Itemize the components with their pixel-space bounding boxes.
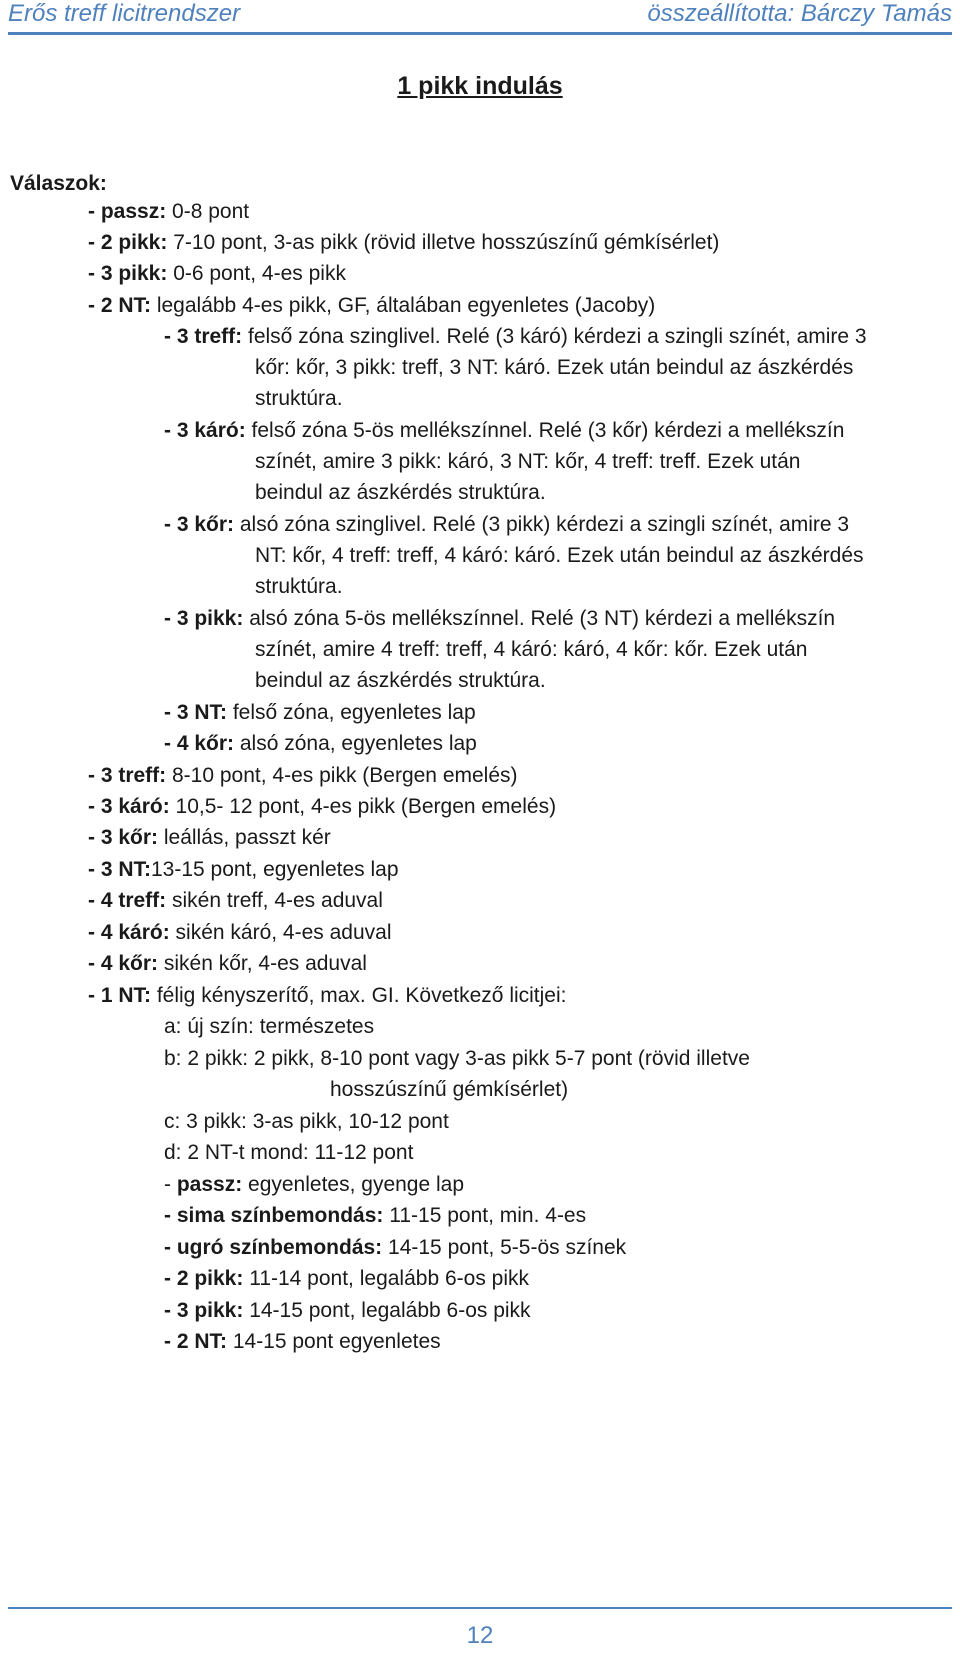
- bid-label: - 3 kőr:: [164, 513, 235, 536]
- bid-label: - 3 kőr:: [88, 826, 159, 849]
- bid-description: 14-15 pont egyenletes: [227, 1330, 441, 1353]
- bid-description: 10,5- 12 pont, 4-es pikk (Bergen emelés): [169, 795, 557, 818]
- bid-description: sikén káró, 4-es aduval: [169, 921, 392, 944]
- list-item: [164, 1044, 750, 1074]
- bid-description: 14-15 pont, 5-5-ös színek: [382, 1236, 627, 1259]
- bid-description: 14-15 pont, legalább 6-os pikk: [243, 1299, 531, 1322]
- list-item: [88, 823, 331, 853]
- bid-description: színét, amire 3 pikk: káró, 3 NT: kőr, 4 treff: treff. Ezek után: [255, 450, 801, 473]
- bid-description: hosszúszínű gémkísérlet): [330, 1078, 569, 1101]
- bid-label: - 4 káró:: [88, 921, 170, 944]
- bid-label: - ugró színbemondás:: [164, 1236, 383, 1259]
- bid-label: - 3 NT:: [88, 858, 151, 881]
- bid-label: passz:: [176, 1173, 243, 1196]
- bid-label: - 3 treff:: [88, 764, 167, 787]
- bid-label: - 1 NT:: [88, 984, 151, 1007]
- list-item: [164, 1012, 374, 1042]
- bid-label: - 3 NT:: [164, 701, 227, 724]
- bid-label: - 2 NT:: [164, 1330, 227, 1353]
- bid-description: 0-6 pont, 4-es pikk: [167, 262, 346, 285]
- bid-description: alsó zóna szinglivel. Relé (3 pikk) kérdezi a szingli színét, amire 3: [234, 513, 850, 536]
- list-item: [255, 384, 343, 414]
- header-author: összeállította: Bárczy Tamás: [647, 0, 952, 27]
- list-item: [88, 228, 719, 258]
- list-item: [88, 886, 383, 916]
- bid-description: sikén treff, 4-es aduval: [166, 889, 383, 912]
- bid-label: - 3 káró:: [88, 795, 170, 818]
- bid-description: egyenletes, gyenge lap: [242, 1173, 465, 1196]
- bid-label: - 4 kőr:: [164, 732, 235, 755]
- bid-description: felső zóna 5-ös mellékszínnel. Relé (3 kőr) kérdezi a mellékszín: [245, 419, 845, 442]
- bid-label: - 3 treff:: [164, 325, 243, 348]
- bid-description: d: 2 NT-t mond: 11-12 pont: [164, 1141, 414, 1164]
- list-item: [164, 322, 867, 352]
- list-item: [88, 949, 367, 979]
- list-item: [88, 259, 346, 289]
- list-item: [330, 1075, 568, 1105]
- bid-label: - 2 pikk:: [164, 1267, 244, 1290]
- bid-description: legalább 4-es pikk, GF, általában egyenletes (Jacoby): [151, 294, 656, 317]
- bid-description: alsó zóna 5-ös mellékszínnel. Relé (3 NT) kérdezi a mellékszín: [243, 607, 836, 630]
- bid-description: 11-15 pont, min. 4-es: [383, 1204, 587, 1227]
- bid-label: - 2 NT:: [88, 294, 151, 317]
- bid-description: félig kényszerítő, max. GI. Következő licitjei:: [151, 984, 567, 1007]
- bid-description: struktúra.: [255, 575, 343, 598]
- list-item: [255, 572, 343, 602]
- list-item: [255, 635, 807, 665]
- list-item: [164, 1327, 441, 1357]
- page-title: 1 pikk indulás: [397, 72, 563, 100]
- list-item: [164, 1170, 464, 1200]
- page-number: 12: [466, 1622, 494, 1649]
- bid-description: felső zóna szinglivel. Relé (3 káró) kérdezi a szingli színét, amire 3: [242, 325, 867, 348]
- bid-label: - 3 pikk:: [164, 607, 244, 630]
- bid-description: 8-10 pont, 4-es pikk (Bergen emelés): [166, 764, 518, 787]
- bid-description: beindul az ászkérdés struktúra.: [255, 481, 546, 504]
- list-item: [164, 698, 476, 728]
- list-item: [88, 918, 392, 948]
- list-item: [88, 761, 518, 791]
- bid-label: - 4 treff:: [88, 889, 167, 912]
- bid-description: sikén kőr, 4-es aduval: [158, 952, 367, 975]
- list-item: [255, 666, 546, 696]
- header-title: Erős treff licitrendszer: [8, 0, 241, 27]
- bid-description: kőr: kőr, 3 pikk: treff, 3 NT: káró. Ezek után beindul az ászkérdés: [255, 356, 854, 379]
- bid-label: - 4 kőr:: [88, 952, 159, 975]
- bid-description: leállás, passzt kér: [158, 826, 331, 849]
- list-item: [164, 1107, 449, 1137]
- bid-description: b: 2 pikk: 2 pikk, 8-10 pont vagy 3-as pikk 5-7 pont (rövid illetve: [164, 1047, 750, 1070]
- bid-description: beindul az ászkérdés struktúra.: [255, 669, 546, 692]
- list-item: [88, 855, 399, 885]
- list-item: [164, 1264, 529, 1294]
- bid-description: NT: kőr, 4 treff: treff, 4 káró: káró. Ezek után beindul az ászkérdés: [255, 544, 864, 567]
- bid-description: 7-10 pont, 3-as pikk (rövid illetve hosszúszínű gémkísérlet): [167, 231, 720, 254]
- list-item: [164, 510, 849, 540]
- section-heading: Válaszok:: [10, 172, 107, 195]
- list-item: [88, 792, 556, 822]
- bid-label: - sima színbemondás:: [164, 1204, 384, 1227]
- list-item: [164, 729, 477, 759]
- bid-label: - 3 pikk:: [88, 262, 168, 285]
- bid-description: alsó zóna, egyenletes lap: [234, 732, 477, 755]
- list-item-prefix: -: [164, 1173, 177, 1196]
- list-item: [164, 1233, 626, 1263]
- bid-label: - 2 pikk:: [88, 231, 168, 254]
- bid-description: színét, amire 4 treff: treff, 4 káró: káró, 4 kőr: kőr. Ezek után: [255, 638, 808, 661]
- list-item: [164, 1201, 586, 1231]
- bid-description: struktúra.: [255, 387, 343, 410]
- list-item: [255, 478, 546, 508]
- list-item: [164, 1296, 531, 1326]
- bid-description: 13-15 pont, egyenletes lap: [151, 858, 399, 881]
- bid-description: 0-8 pont: [166, 200, 250, 223]
- bid-description: felső zóna, egyenletes lap: [227, 701, 476, 724]
- list-item: [164, 1138, 413, 1168]
- bid-description: a: új szín: természetes: [164, 1015, 375, 1038]
- bid-label: - 3 pikk:: [164, 1299, 244, 1322]
- list-item: [88, 981, 567, 1011]
- list-item: [88, 291, 655, 321]
- bid-description: c: 3 pikk: 3-as pikk, 10-12 pont: [164, 1110, 449, 1133]
- bid-description: 11-14 pont, legalább 6-os pikk: [243, 1267, 529, 1290]
- bid-label: - passz:: [88, 200, 167, 223]
- list-item: [255, 541, 864, 571]
- list-item: [255, 353, 853, 383]
- list-item: [255, 447, 800, 477]
- list-item: [164, 416, 844, 446]
- bid-label: - 3 káró:: [164, 419, 246, 442]
- footer-divider: [8, 1607, 952, 1609]
- list-item: [88, 197, 249, 227]
- list-item: [164, 604, 835, 634]
